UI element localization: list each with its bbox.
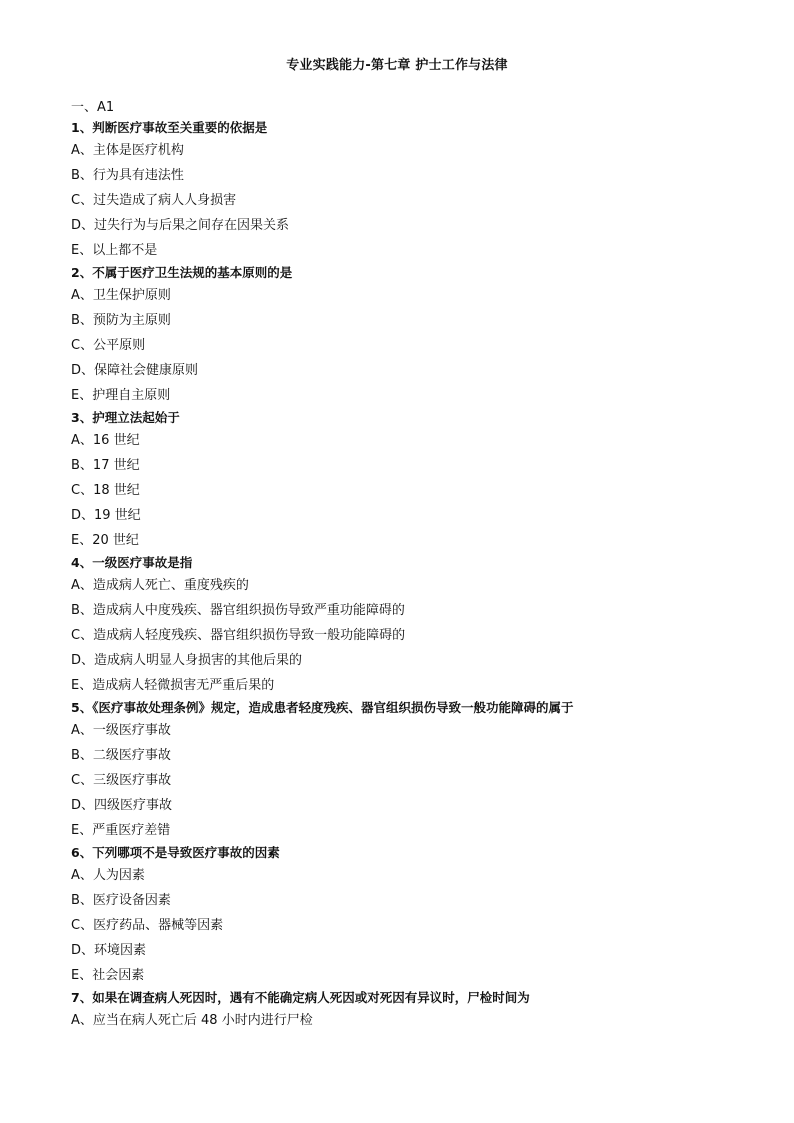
option-e: E、护理自主原则 xyxy=(71,388,171,403)
question-4 xyxy=(71,553,731,698)
option-b: B、预防为主原则 xyxy=(71,313,171,328)
question-7 xyxy=(71,988,731,1033)
question-2 xyxy=(71,263,731,408)
option-b: B、二级医疗事故 xyxy=(71,748,171,763)
option-a: A、人为因素 xyxy=(71,868,145,883)
option-b: B、行为具有违法性 xyxy=(71,168,184,183)
option-c: C、公平原则 xyxy=(71,338,146,353)
question-list xyxy=(71,118,731,1033)
option-e: E、20 世纪 xyxy=(71,533,139,548)
option-d: D、环境因素 xyxy=(71,943,147,958)
option-e: E、造成病人轻微损害无严重后果的 xyxy=(71,678,275,693)
question-stem: 2、不属于医疗卫生法规的基本原则的是 xyxy=(71,265,293,280)
option-e: E、社会因素 xyxy=(71,968,145,983)
option-d: D、保障社会健康原则 xyxy=(71,363,199,378)
option-c: C、18 世纪 xyxy=(71,483,140,498)
option-c: C、三级医疗事故 xyxy=(71,773,172,788)
question-stem: 7、如果在调查病人死因时，遇有不能确定病人死因或对死因有异议时，尸检时间为 xyxy=(71,990,530,1005)
question-stem: 6、下列哪项不是导致医疗事故的因素 xyxy=(71,845,280,860)
option-c: C、医疗药品、器械等因素 xyxy=(71,918,224,933)
question-stem: 4、一级医疗事故是指 xyxy=(71,555,193,570)
option-a: A、一级医疗事故 xyxy=(71,723,171,738)
option-e: E、以上都不是 xyxy=(71,243,158,258)
question-stem: 3、护理立法起始于 xyxy=(71,410,180,425)
option-a: A、16 世纪 xyxy=(71,433,140,448)
option-b: B、17 世纪 xyxy=(71,458,140,473)
question-1 xyxy=(71,118,731,263)
option-b: B、造成病人中度残疾、器官组织损伤导致严重功能障碍的 xyxy=(71,603,405,618)
option-e: E、严重医疗差错 xyxy=(71,823,171,838)
option-a: A、主体是医疗机构 xyxy=(71,143,184,158)
option-c: C、过失造成了病人人身损害 xyxy=(71,193,237,208)
page-title: 专业实践能力-第七章 护士工作与法律 xyxy=(286,58,508,73)
option-c: C、造成病人轻度残疾、器官组织损伤导致一般功能障碍的 xyxy=(71,628,406,643)
option-d: D、19 世纪 xyxy=(71,508,141,523)
option-a: A、造成病人死亡、重度残疾的 xyxy=(71,578,249,593)
question-5 xyxy=(71,698,731,843)
section-heading: 一、A1 xyxy=(71,100,115,115)
option-d: D、造成病人明显人身损害的其他后果的 xyxy=(71,653,303,668)
question-stem: 5、《医疗事故处理条例》规定，造成患者轻度残疾、器官组织损伤导致一般功能障碍的属于 xyxy=(71,700,574,715)
option-b: B、医疗设备因素 xyxy=(71,893,171,908)
question-6 xyxy=(71,843,731,988)
option-a: A、卫生保护原则 xyxy=(71,288,171,303)
option-d: D、四级医疗事故 xyxy=(71,798,173,813)
question-stem: 1、判断医疗事故至关重要的依据是 xyxy=(71,120,268,135)
question-3 xyxy=(71,408,731,553)
option-a: A、应当在病人死亡后 48 小时内进行尸检 xyxy=(71,1013,313,1028)
option-d: D、过失行为与后果之间存在因果关系 xyxy=(71,218,290,233)
